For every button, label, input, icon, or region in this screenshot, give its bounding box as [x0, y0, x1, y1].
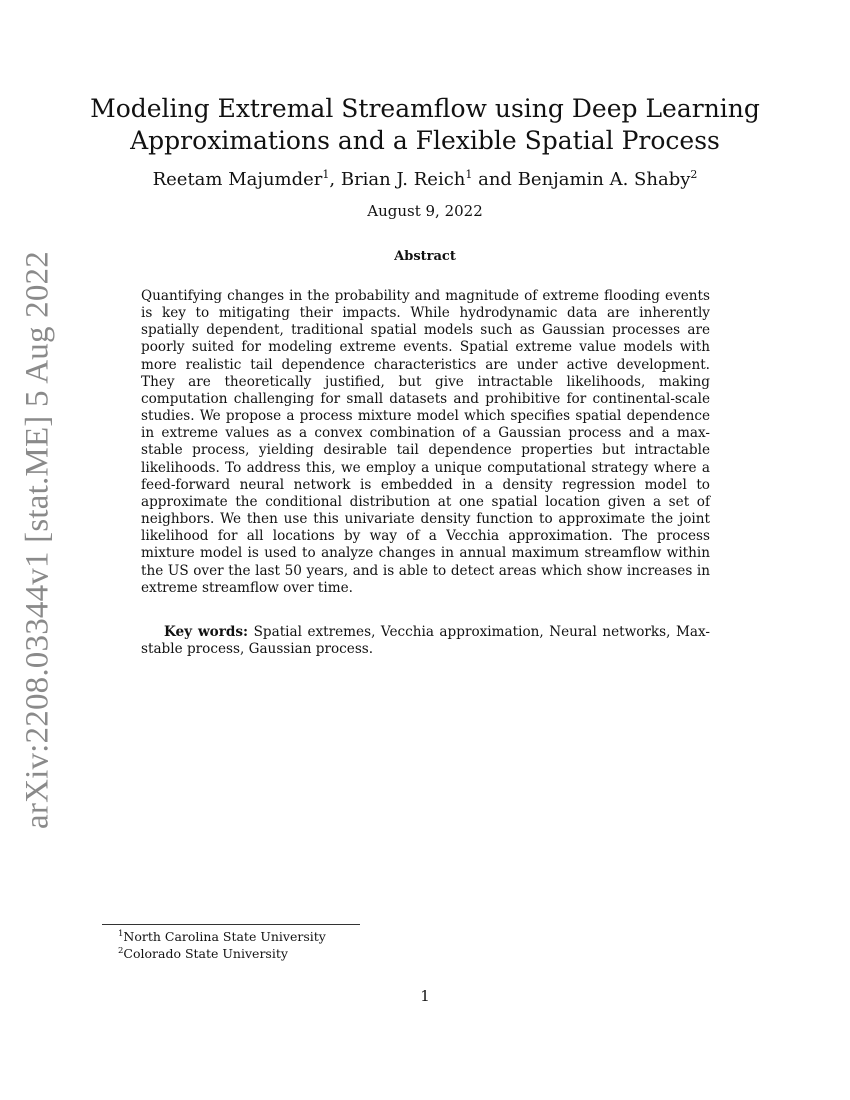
publication-date: August 9, 2022: [367, 202, 483, 220]
abstract-body: Quantifying changes in the probability and magnitude of extreme flooding events is key to mitigating their impacts. While hydrodynamic data are inherently spatially dependent, traditional spatial models such as Gaussian processes are poorly suited for modeling extreme events. Spatial extreme value models with more realistic tail dependence characteristics are under active development. They are theoretically justified, but give intractable likelihoods, making computation challenging for small datasets and prohibitive for continental-scale studies. We propose a process mixture model which specifies spatial dependence in extreme values as a convex combination of a Gaussian process and a max-stable process, yielding desirable tail dependence properties but intractable likelihoods. To address this, we employ a unique computational strategy where a feed-forward neural network is embedded in a density regression model to approximate the conditional distribution at one spatial location given a set of neighbors. We then use this univariate density function to approximate the joint likelihood for all locations by way of a Vecchia approximation. The process mixture model is used to analyze changes in annual maximum streamflow within the US over the last 50 years, and is able to detect areas which show increases in extreme streamflow over time.: [141, 288, 710, 596]
author-name: Benjamin A. Shaby: [517, 169, 691, 190]
author-separator: and: [472, 169, 518, 190]
page-number: 1: [420, 987, 430, 1005]
footnote-item: [118, 945, 326, 962]
author-list: [0, 168, 850, 192]
author-affiliation-mark: 1: [465, 168, 473, 181]
keywords-paragraph: [141, 624, 710, 658]
author-affiliation-mark: 1: [322, 168, 330, 181]
keywords-text: Spatial extremes, Vecchia approximation, Neural networks, Max-stable process, Gaussian process.: [141, 624, 710, 658]
footnote-text: North Carolina State University: [123, 929, 326, 944]
title-line-2: Approximations and a Flexible Spatial Process: [130, 126, 720, 155]
author-separator: ,: [329, 169, 341, 190]
footnotes: [118, 928, 326, 962]
arxiv-identifier-stamp: arXiv:2208.03344v1 [stat.ME] 5 Aug 2022: [19, 251, 56, 829]
footnote-mark: 1: [118, 929, 124, 939]
author-name: Brian J. Reich: [340, 169, 466, 190]
abstract-heading: Abstract: [394, 249, 456, 264]
footnote-item: [118, 928, 326, 945]
footnote-divider: [102, 924, 360, 925]
footnote-mark: 2: [118, 946, 124, 956]
paper-title: [0, 93, 850, 157]
keywords-label: Key words:: [164, 624, 249, 640]
author-name: Reetam Majumder: [152, 169, 323, 190]
footnote-text: Colorado State University: [123, 946, 288, 961]
author-affiliation-mark: 2: [690, 168, 698, 181]
title-line-1: Modeling Extremal Streamflow using Deep Learning: [90, 94, 760, 123]
